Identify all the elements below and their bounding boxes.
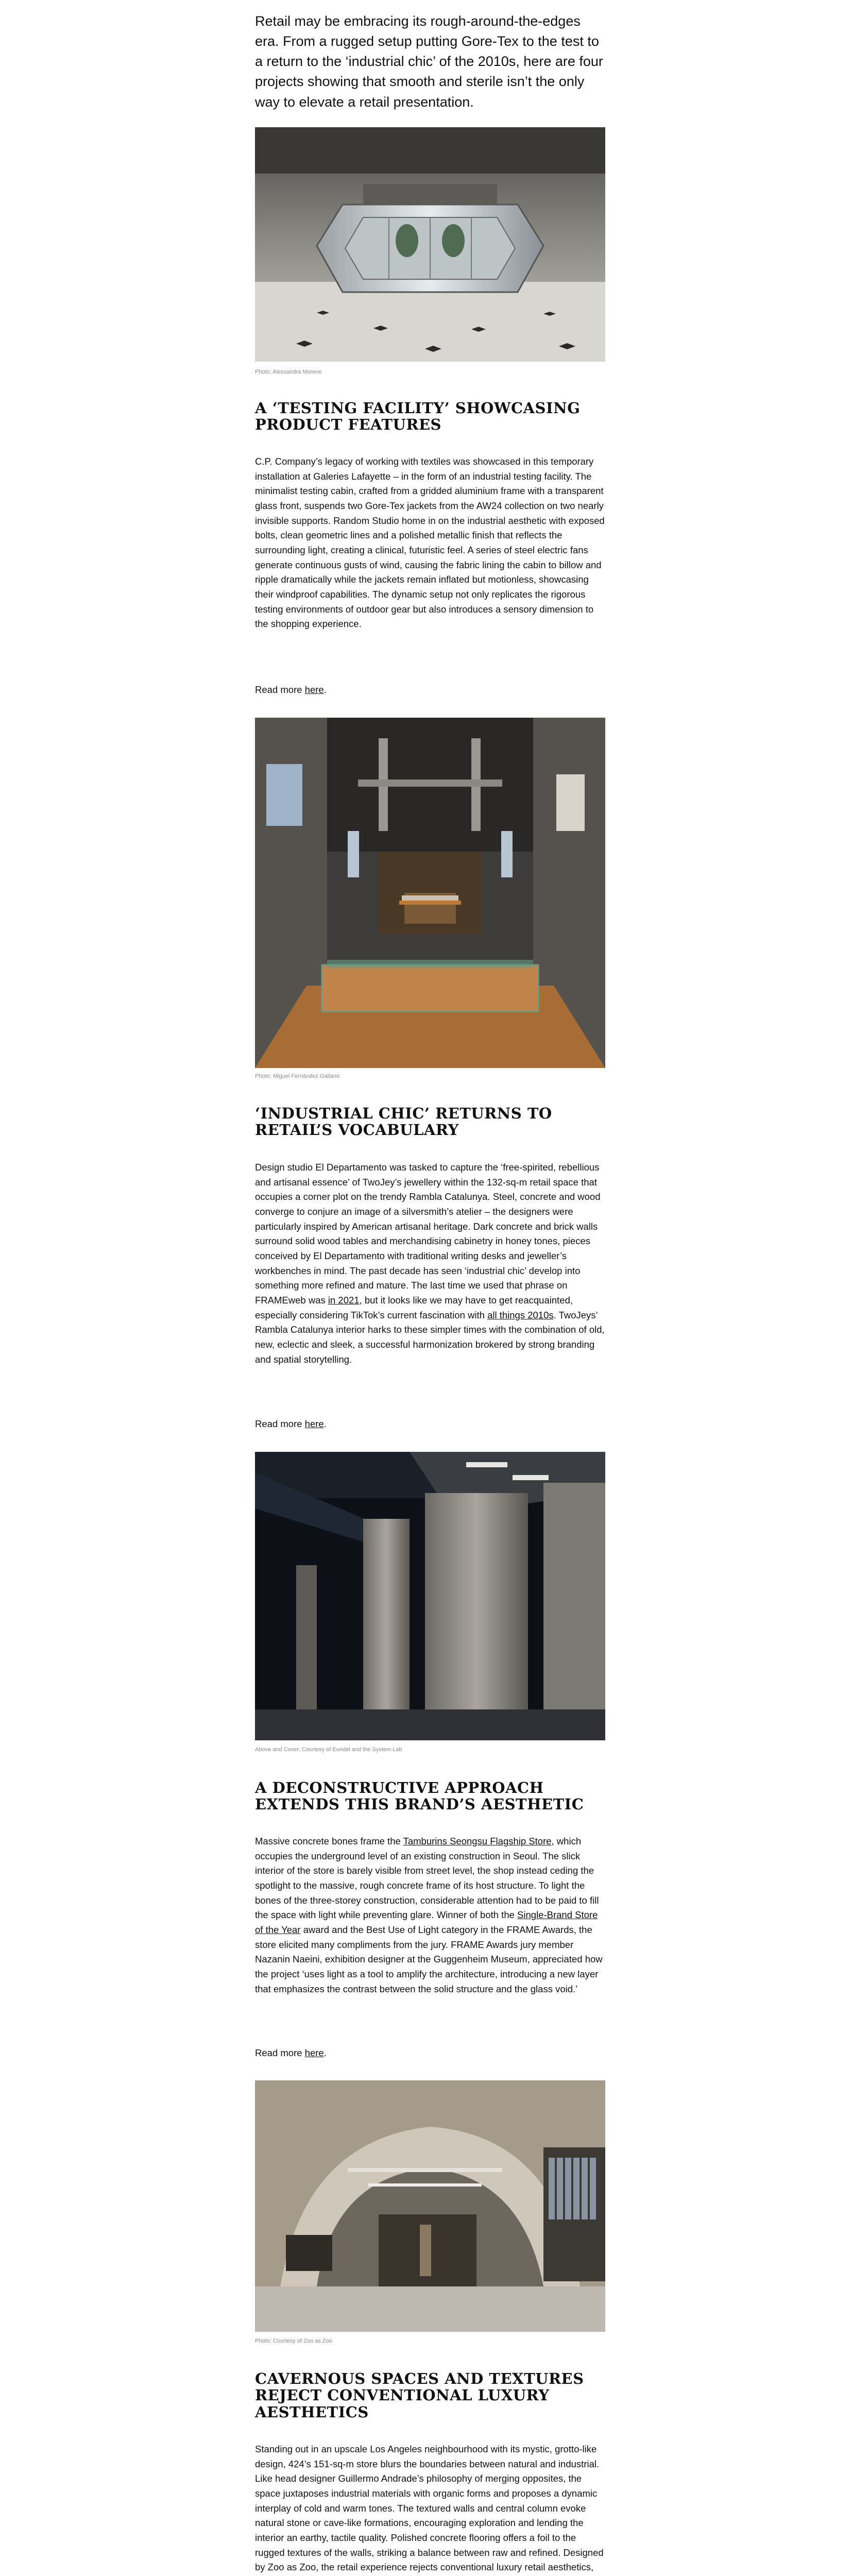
section-heading: A DECONSTRUCTIVE APPROACH EXTENDS THIS BRAND’S AESTHETIC (255, 1779, 584, 1814)
section-heading: CAVERNOUS SPACES AND TEXTURES REJECT CONVENTIONAL LUXURY AESTHETICS (255, 2370, 584, 2421)
single-brand-store-link[interactable]: Single-Brand Store of the Year (255, 1909, 598, 1936)
read-more-link[interactable]: here (304, 684, 324, 695)
photo-caption: Photo: Alessandra Moreno (255, 369, 322, 375)
section-body: Design studio El Departamento was tasked to capture the ‘free-spirited, rebellious and artisanal essence’ of TwoJey’s jewellery within the 132-sq-m retail space that occupies a corner plot on the trendy Rambla Catalunya. Steel, concrete and wood converge to conjure an image of a silversmith’s atelier – the designers were particularly inspired by American artisanal heritage. Dark concrete and brick walls surround solid wood tables and merchandising cabinetry in honey tones, pieces conceived by El Departamento with traditional writing desks and jeweller’s workbenches in mind. The past decade has seen ‘industrial chic’ develop into something more refined and mature. The last time we used that phrase on FRAMEweb was in 2021, but it looks like we may have to get reacquainted, especially considering TikTok’s current fascination with all things 2010s. TwoJeys’ Rambla Catalunya interior harks to these simpler times with the combination of old, new, eclectic and sleek, a successful harmonization brokered by strong branding and spatial storytelling. (255, 1162, 605, 1365)
twojey-store-photo (255, 718, 605, 1068)
read-more: Read more here. (255, 1418, 327, 1429)
read-more-link[interactable]: here (304, 1418, 324, 1429)
tamburins-store-photo (255, 1452, 605, 1740)
photo-caption: Photo: Miguel Fernández Galiano (255, 1073, 339, 1079)
in-2021-link[interactable]: in 2021 (328, 1295, 360, 1306)
all-things-2010s-link[interactable]: all things 2010s (487, 1309, 554, 1320)
testing-facility-photo (255, 127, 605, 362)
tamburins-flagship-link[interactable]: Tamburins Seongsu Flagship Store (403, 1836, 552, 1846)
section-body: C.P. Company’s legacy of working with textiles was showcased in this temporary installation at Galeries Lafayette – in the form of an industrial testing facility. The minimalist testing cabin, crafted from a gridded aluminium frame with a transparent glass front, suspends two Gore-Tex jackets from the AW24 collection on two nearly invisible supports. Random Studio home in on the industrial aesthetic with exposed bolts, clean geometric lines and a polished metallic finish that reflects the surrounding light, creating a clinical, futuristic feel. A series of steel electric fans generate continuous gusts of wind, causing the fabric lining the cabin to billow and ripple dramatically while the jackets remain inflated but motionless, showcasing their windproof capabilities. The dynamic setup not only replicates the rigorous testing environments of outdoor gear but also introduces a sensory dimension to the shopping experience. (255, 456, 605, 630)
intro-paragraph: Retail may be embracing its rough-around-the-edges era. From a rugged setup putting Gore-Tex to the test to a return to the ‘industrial chic’ of the 2010s, here are four projects showing that smooth and sterile isn’t the only way to elevate a retail presentation. (255, 13, 603, 110)
read-more-link[interactable]: here (304, 2047, 324, 2058)
zoo-as-zoo-store-photo (255, 2080, 605, 2332)
read-more: Read more here. (255, 684, 327, 695)
read-more: Read more here. (255, 2047, 327, 2058)
section-heading: A ‘TESTING FACILITY’ SHOWCASING PRODUCT FEATURES (255, 399, 581, 434)
section-body: Massive concrete bones frame the Tamburins Seongsu Flagship Store, which occupies the underground level of an existing construction in Seoul. The slick interior of the store is barely visible from street level, the shop instead ceding the spotlight to the massive, rough concrete frame of its host structure. To light the bones of the three-storey construction, considerable attention had to be paid to fill the space with light while preventing glare. Winner of both the Single-Brand Store of the Year award and the Best Use of Light category in the FRAME Awards, the store elicited many compliments from the jury. FRAME Awards jury member Nazanin Naeini, exhibition designer at the Guggenheim Museum, appreciated how the project ‘uses light as a tool to amplify the architecture, introducing a new layer that emphasizes the contrast between the solid structure and the glass void.’ (255, 1836, 603, 1994)
photo-caption: Above and Cover: Courtesy of Eundel and the System Lab (255, 1747, 402, 1753)
section-heading: ‘INDUSTRIAL CHIC’ RETURNS TO RETAIL’S VOCABULARY (255, 1105, 552, 1139)
photo-caption: Photo: Courtesy of Zoo as Zoo (255, 2338, 332, 2344)
section-body: Standing out in an upscale Los Angeles neighbourhood with its mystic, grotto-like design, 424’s 151-sq-m store blurs the boundaries between natural and industrial. Like head designer Guillermo Andrade’s philosophy of merging opposites, the space juxtaposes industrial materials with organic forms and proposes a dynamic interplay of cold and warm tones. The textured walls and central column evoke natural stone or cave-like formations, encouraging exploration and lending the interior an earthy, tactile quality. Polished concrete flooring offers a foil to the rugged textures of the walls, striking a balance between raw and refined. Designed by Zoo as Zoo, the retail experience rejects conventional luxury retail aesthetics, (255, 2444, 604, 2573)
